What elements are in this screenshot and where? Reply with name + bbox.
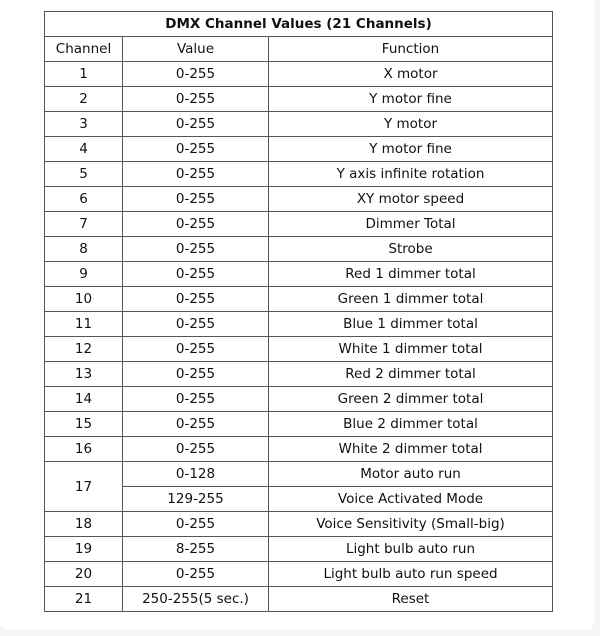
table-title-row — [45, 12, 553, 37]
function-cell: Light bulb auto run — [269, 537, 553, 562]
value-cell: 0-255 — [123, 162, 269, 187]
channel-cell: 10 — [45, 287, 123, 312]
column-header-channel: Channel — [45, 37, 123, 62]
function-cell: X motor — [269, 62, 553, 87]
channel-cell: 16 — [45, 437, 123, 462]
value-cell: 8-255 — [123, 537, 269, 562]
channel-cell: 14 — [45, 387, 123, 412]
function-cell: Reset — [269, 587, 553, 612]
function-cell: Green 1 dimmer total — [269, 287, 553, 312]
table-row — [45, 212, 553, 237]
value-cell: 0-255 — [123, 437, 269, 462]
function-cell: Motor auto run — [269, 462, 553, 487]
channel-cell: 15 — [45, 412, 123, 437]
channel-cell: 3 — [45, 112, 123, 137]
table-title: DMX Channel Values (21 Channels) — [45, 12, 553, 37]
value-cell: 0-255 — [123, 187, 269, 212]
channel-cell: 21 — [45, 587, 123, 612]
channel-cell: 17 — [45, 462, 123, 512]
value-cell: 0-255 — [123, 62, 269, 87]
function-cell: Y axis infinite rotation — [269, 162, 553, 187]
value-cell: 129-255 — [123, 487, 269, 512]
table-row — [45, 387, 553, 412]
function-cell: Voice Activated Mode — [269, 487, 553, 512]
function-cell: White 2 dimmer total — [269, 437, 553, 462]
channel-cell: 11 — [45, 312, 123, 337]
table-row — [45, 62, 553, 87]
table-row — [45, 562, 553, 587]
function-cell: Voice Sensitivity (Small-big) — [269, 512, 553, 537]
value-cell: 0-255 — [123, 337, 269, 362]
channel-cell: 19 — [45, 537, 123, 562]
table-row — [45, 137, 553, 162]
channel-cell: 9 — [45, 262, 123, 287]
function-cell: Red 1 dimmer total — [269, 262, 553, 287]
table-row — [45, 187, 553, 212]
value-cell: 250-255(5 sec.) — [123, 587, 269, 612]
value-cell: 0-255 — [123, 212, 269, 237]
channel-cell: 18 — [45, 512, 123, 537]
table-row — [45, 462, 553, 487]
channel-cell: 5 — [45, 162, 123, 187]
table-header-row — [45, 37, 553, 62]
channel-cell: 8 — [45, 237, 123, 262]
channel-cell: 4 — [45, 137, 123, 162]
function-cell: Blue 1 dimmer total — [269, 312, 553, 337]
value-cell: 0-255 — [123, 562, 269, 587]
value-cell: 0-255 — [123, 362, 269, 387]
table-row — [45, 87, 553, 112]
function-cell: Red 2 dimmer total — [269, 362, 553, 387]
channel-cell: 20 — [45, 562, 123, 587]
value-cell: 0-255 — [123, 512, 269, 537]
table-row — [45, 437, 553, 462]
channel-cell: 6 — [45, 187, 123, 212]
function-cell: XY motor speed — [269, 187, 553, 212]
value-cell: 0-255 — [123, 87, 269, 112]
function-cell: Blue 2 dimmer total — [269, 412, 553, 437]
channel-cell: 7 — [45, 212, 123, 237]
function-cell: Y motor — [269, 112, 553, 137]
table-row — [45, 512, 553, 537]
table-row — [45, 312, 553, 337]
function-cell: Light bulb auto run speed — [269, 562, 553, 587]
channel-cell: 2 — [45, 87, 123, 112]
value-cell: 0-255 — [123, 312, 269, 337]
table-row — [45, 337, 553, 362]
value-cell: 0-255 — [123, 412, 269, 437]
value-cell: 0-128 — [123, 462, 269, 487]
table-row — [45, 362, 553, 387]
table-row — [45, 587, 553, 612]
table-row — [45, 537, 553, 562]
column-header-function: Function — [269, 37, 553, 62]
channel-cell: 1 — [45, 62, 123, 87]
table-row — [45, 287, 553, 312]
function-cell: White 1 dimmer total — [269, 337, 553, 362]
table-row — [45, 162, 553, 187]
function-cell: Dimmer Total — [269, 212, 553, 237]
function-cell: Strobe — [269, 237, 553, 262]
table-row — [45, 112, 553, 137]
function-cell: Y motor fine — [269, 137, 553, 162]
table-row — [45, 262, 553, 287]
table-row — [45, 237, 553, 262]
dmx-channel-table — [44, 11, 553, 612]
function-cell: Green 2 dimmer total — [269, 387, 553, 412]
value-cell: 0-255 — [123, 137, 269, 162]
column-header-value: Value — [123, 37, 269, 62]
table-row — [45, 412, 553, 437]
value-cell: 0-255 — [123, 387, 269, 412]
function-cell: Y motor fine — [269, 87, 553, 112]
channel-cell: 12 — [45, 337, 123, 362]
table-body — [45, 62, 553, 612]
value-cell: 0-255 — [123, 262, 269, 287]
value-cell: 0-255 — [123, 237, 269, 262]
value-cell: 0-255 — [123, 287, 269, 312]
channel-cell: 13 — [45, 362, 123, 387]
value-cell: 0-255 — [123, 112, 269, 137]
